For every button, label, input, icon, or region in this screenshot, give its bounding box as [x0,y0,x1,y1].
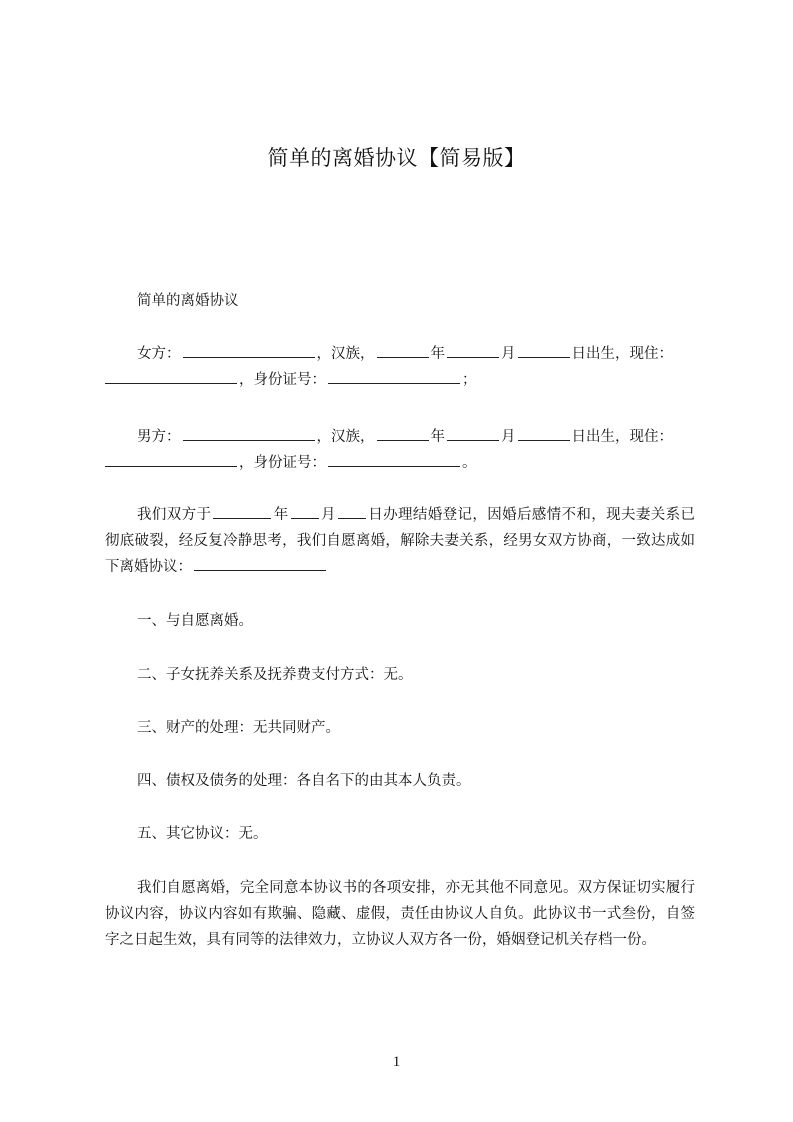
male-label: 男方： [137,429,181,445]
intro-rest: 日办理结婚登记，因婚后感情不和，现夫妻关系已彻底破裂，经反复冷静思考，我们自愿离婚，解除夫妻关系，经男女双方协商，一致达成如下离婚协议： [105,507,696,575]
intro-year-label: 年 [273,507,289,523]
female-year-label: 年 [430,346,445,362]
intro-paragraph [105,502,695,580]
agreement-blank[interactable] [194,554,326,571]
agreement-item: 四、债权及债务的处理：各自名下的由其本人负责。 [137,773,471,789]
female-party-paragraph [105,341,695,393]
male-id-blank[interactable] [328,450,460,467]
male-name-blank[interactable] [183,424,315,441]
intro-prefix: 我们双方于 [137,507,212,523]
closing-paragraph: 我们自愿离婚，完全同意本协议书的各项安排，亦无其他不同意见。双方保证切实履行协议内容，协议内容如有欺骗、隐藏、虚假，责任由协议人自负。此协议书一式叁份，自签字之日起生效，具有同等的法律效力，立协议人双方各一份，婚姻登记机关存档一份。 [105,880,695,948]
male-end: 。 [462,455,477,471]
female-label: 女方： [137,346,181,362]
female-birth-year-blank[interactable] [377,341,429,358]
marriage-month-blank[interactable] [291,502,319,519]
female-id-blank[interactable] [328,367,460,384]
female-birth-label: 日出生，现住： [571,346,673,362]
female-id-label: ，身份证号： [239,372,326,388]
marriage-year-blank[interactable] [213,502,271,519]
page-number: 1 [392,1054,401,1070]
male-birth-label: 日出生，现住： [571,429,673,445]
female-address-blank[interactable] [105,367,237,384]
intro-month-label: 月 [320,507,336,523]
agreement-item: 一、与自愿离婚。 [137,613,253,629]
female-name-blank[interactable] [183,341,315,358]
male-birth-day-blank[interactable] [518,424,570,441]
agreement-subtitle: 简单的离婚协议 [137,293,239,309]
male-id-label: ，身份证号： [239,455,326,471]
agreement-item: 五、其它协议：无。 [137,826,268,842]
female-end: ； [462,372,477,388]
female-birth-month-blank[interactable] [447,341,499,358]
marriage-day-blank[interactable] [338,502,366,519]
male-party-paragraph [105,424,695,476]
female-month-label: 月 [501,346,516,362]
female-birth-day-blank[interactable] [518,341,570,358]
male-ethnicity: ，汉族， [316,429,375,445]
female-ethnicity: ，汉族， [316,346,375,362]
document-title: 简单的离婚协议【简易版】 [267,146,526,170]
male-birth-year-blank[interactable] [377,424,429,441]
male-birth-month-blank[interactable] [447,424,499,441]
male-year-label: 年 [430,429,445,445]
male-address-blank[interactable] [105,450,237,467]
agreement-item: 三、财产的处理：无共同财产。 [137,720,340,736]
agreement-item: 二、子女抚养关系及抚养费支付方式：无。 [137,667,413,683]
male-month-label: 月 [501,429,516,445]
